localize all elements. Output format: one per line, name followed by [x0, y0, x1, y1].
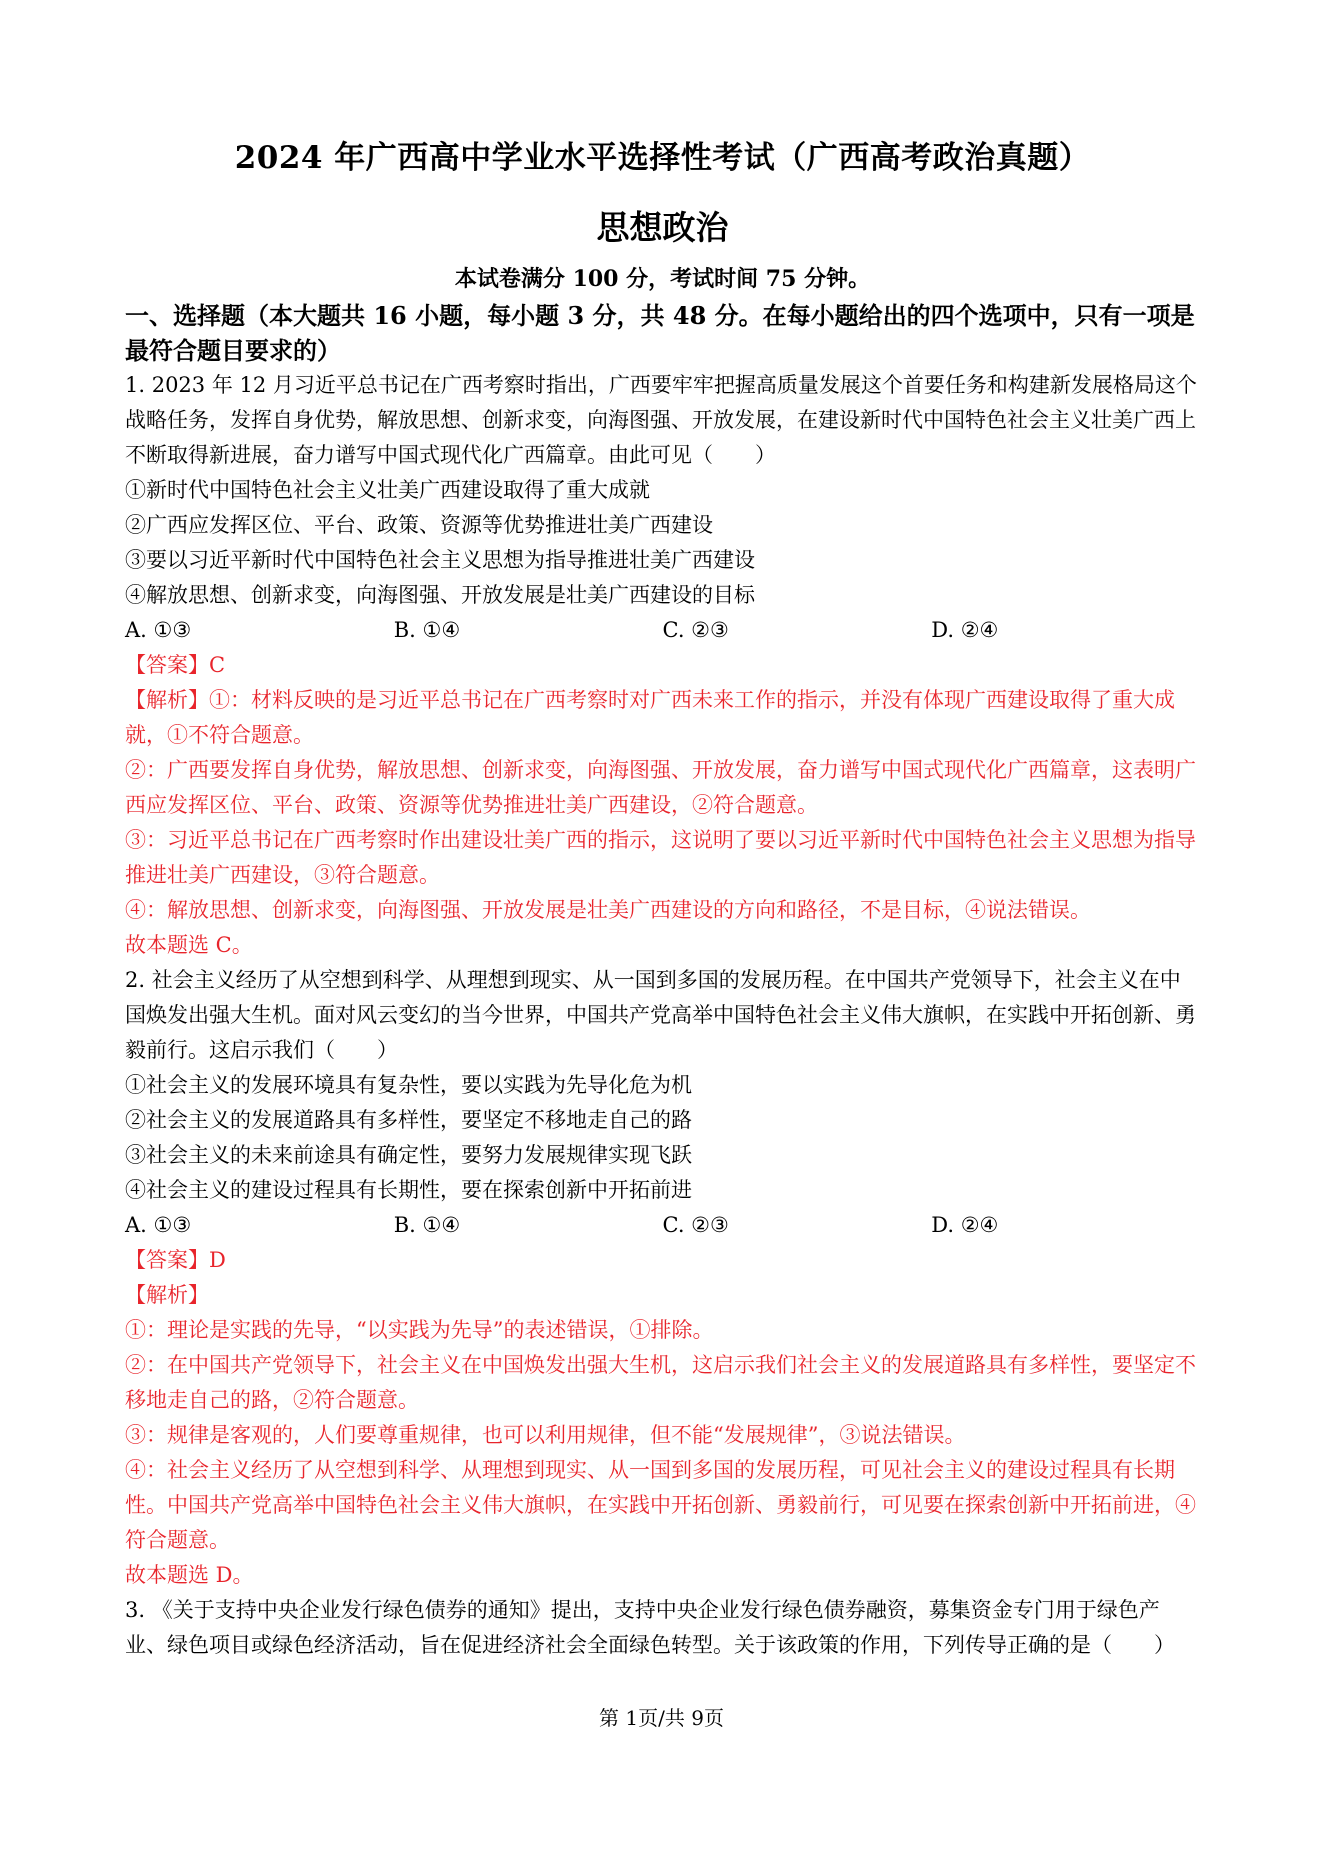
question-1 [125, 368, 1200, 963]
statement-item: ①社会主义的发展环境具有复杂性，要以实践为先导化危为机 [125, 1073, 692, 1097]
question-stem: 1. 2023 年 12 月习近平总书记在广西考察时指出，广西要牢牢把握高质量发展这个首要任务和构建新发展格局这个战略任务，发挥自身优势，解放思想、创新求变，向海图强、开放发展，在建设新时代中国特色社会主义壮美广西上不断取得新进展，奋力谱写中国式现代化广西篇章。由此可见（ ） [125, 373, 1197, 467]
analysis-conclusion: 故本题选 D。 [125, 1563, 254, 1587]
section-heading: 一、选择题（本大题共 16 小题，每小题 3 分，共 48 分。在每小题给出的四个选项中，只有一项是最符合题目要求的） [125, 301, 1195, 365]
statement-item: ②社会主义的发展道路具有多样性，要坚定不移地走自己的路 [125, 1108, 692, 1132]
analysis-heading: 【解析】 [125, 1283, 209, 1307]
analysis-paragraph: 【解析】①：材料反映的是习近平总书记在广西考察时对广西未来工作的指示，并没有体现广西建设取得了重大成就，①不符合题意。 [125, 688, 1175, 747]
option-b: B. ①④ [393, 1213, 461, 1237]
answer-options [125, 1208, 1200, 1243]
analysis-paragraph: ③：规律是客观的，人们要尊重规律，也可以利用规律，但不能“发展规律”，③说法错误。 [125, 1423, 966, 1447]
question-2 [125, 963, 1200, 1593]
option-c: C. ②③ [662, 1213, 729, 1237]
statement-item: ②广西应发挥区位、平台、政策、资源等优势推进壮美广西建设 [125, 513, 713, 537]
option-d: D. ②④ [931, 1213, 999, 1237]
analysis-paragraph: ③：习近平总书记在广西考察时作出建设壮美广西的指示，这说明了要以习近平新时代中国特色社会主义思想为指导推进壮美广西建设，③符合题意。 [125, 828, 1196, 887]
document-subtitle: 思想政治 [596, 208, 729, 247]
analysis-paragraph: ①：理论是实践的先导，“以实践为先导”的表述错误，①排除。 [125, 1318, 714, 1342]
statement-item: ③要以习近平新时代中国特色社会主义思想为指导推进壮美广西建设 [125, 548, 755, 572]
question-stem: 2. 社会主义经历了从空想到科学、从理想到现实、从一国到多国的发展历程。在中国共产党领导下，社会主义在中国焕发出强大生机。面对风云变幻的当今世界，中国共产党高举中国特色社会主义伟大旗帜，在实践中开拓创新、勇毅前行。这启示我们（ ） [125, 968, 1196, 1062]
page-footer: 第 1页/共 9页 [599, 1706, 724, 1730]
option-a: A. ①③ [125, 1213, 192, 1237]
option-a: A. ①③ [125, 618, 192, 642]
option-c: C. ②③ [662, 618, 729, 642]
statement-item: ③社会主义的未来前途具有确定性，要努力发展规律实现飞跃 [125, 1143, 692, 1167]
analysis-paragraph: ②：广西要发挥自身优势，解放思想、创新求变，向海图强、开放发展，奋力谱写中国式现代化广西篇章，这表明广西应发挥区位、平台、政策、资源等优势推进壮美广西建设，②符合题意。 [125, 758, 1196, 817]
option-b: B. ①④ [393, 618, 461, 642]
option-d: D. ②④ [931, 618, 999, 642]
analysis-paragraph: ④：解放思想、创新求变，向海图强、开放发展是壮美广西建设的方向和路径，不是目标，④说法错误。 [125, 898, 1091, 922]
document-page [125, 138, 1200, 1663]
question-stem: 3. 《关于支持中央企业发行绿色债券的通知》提出，支持中央企业发行绿色债券融资，募集资金专门用于绿色产业、绿色项目或绿色经济活动，旨在促进经济社会全面绿色转型。关于该政策的作用，下列传导正确的是（ ） [125, 1598, 1175, 1657]
question-3 [125, 1593, 1200, 1663]
analysis-paragraph: ④：社会主义经历了从空想到科学、从理想到现实、从一国到多国的发展历程，可见社会主义的建设过程具有长期性。中国共产党高举中国特色社会主义伟大旗帜，在实践中开拓创新、勇毅前行，可见要在探索创新中开拓前进，④符合题意。 [125, 1458, 1196, 1552]
answer-options [125, 613, 1200, 648]
statement-item: ①新时代中国特色社会主义壮美广西建设取得了重大成就 [125, 478, 650, 502]
analysis-conclusion: 故本题选 C。 [125, 933, 253, 957]
statement-item: ④社会主义的建设过程具有长期性，要在探索创新中开拓前进 [125, 1178, 692, 1202]
statement-item: ④解放思想、创新求变，向海图强、开放发展是壮美广西建设的目标 [125, 583, 755, 607]
answer-key: 【答案】C [125, 653, 226, 677]
analysis-paragraph: ②：在中国共产党领导下，社会主义在中国焕发出强大生机，这启示我们社会主义的发展道路具有多样性，要坚定不移地走自己的路，②符合题意。 [125, 1353, 1196, 1412]
exam-meta: 本试卷满分 100 分，考试时间 75 分钟。 [454, 266, 871, 292]
document-title: 2024 年广西高中学业水平选择性考试（广西高考政治真题） [234, 140, 1091, 176]
answer-key: 【答案】D [125, 1248, 226, 1272]
